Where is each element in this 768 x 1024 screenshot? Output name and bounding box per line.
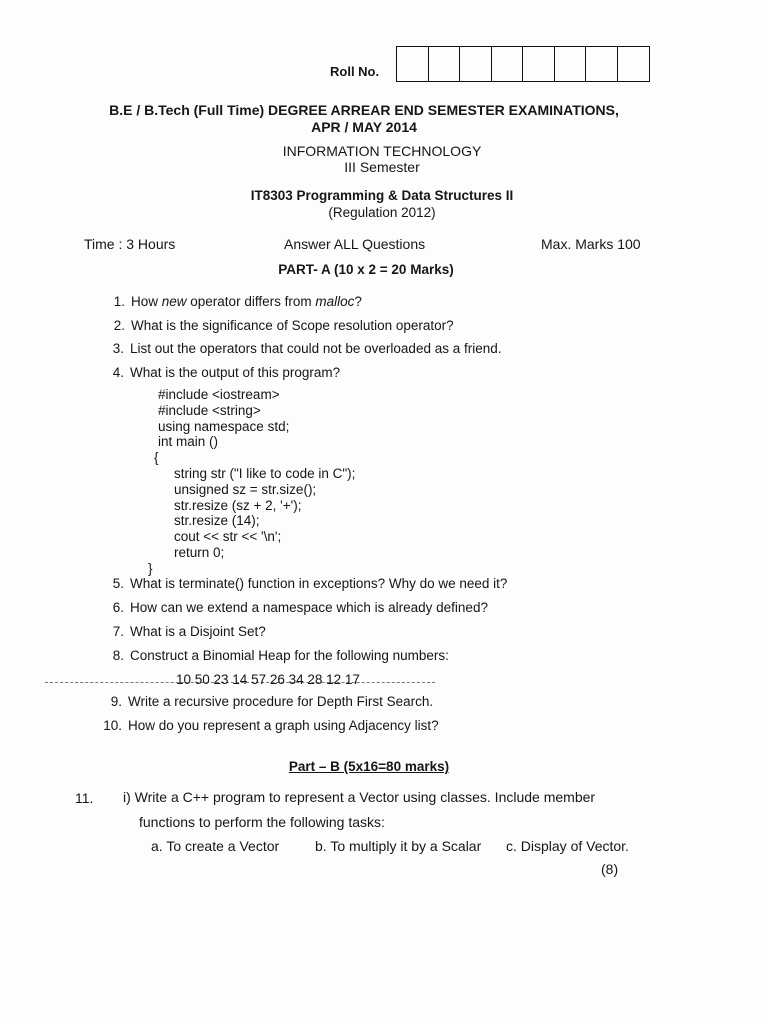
part-b-heading xyxy=(0,759,753,774)
code-line: { xyxy=(154,450,159,466)
code-line: str.resize (sz + 2, '+'); xyxy=(174,497,302,513)
question-text: What is the output of this program? xyxy=(130,365,341,380)
roll-digit-box[interactable] xyxy=(397,47,429,81)
exam-title-line1: B.E / B.Tech (Full Time) DEGREE ARREAR END SEMESTER EXAMINATIONS, xyxy=(109,102,619,118)
question-10 xyxy=(103,718,439,733)
semester-label: III Semester xyxy=(344,159,420,175)
question-text: How do you represent a graph using Adjacency list? xyxy=(128,718,439,733)
question-11-option-c: c. Display of Vector. xyxy=(506,838,629,854)
max-marks-label: Max. Marks 100 xyxy=(541,236,641,252)
question-text: operator differs from xyxy=(186,294,316,309)
question-number: 5. xyxy=(112,576,124,591)
question-4 xyxy=(112,365,341,380)
question-text: ? xyxy=(354,294,362,309)
question-text: How can we extend a namespace which is already defined? xyxy=(130,600,488,615)
heap-numbers: 10 50 23 14 57 26 34 28 12 17 xyxy=(176,672,360,687)
question-text: What is the significance of Scope resolution operator? xyxy=(131,318,454,333)
question-7 xyxy=(112,624,266,639)
question-8 xyxy=(112,648,449,663)
code-line: unsigned sz = str.size(); xyxy=(174,481,317,497)
question-number: 10. xyxy=(103,718,122,733)
roll-digit-box[interactable] xyxy=(429,47,461,81)
question-text: What is a Disjoint Set? xyxy=(130,624,266,639)
question-11-i-line1: i) Write a C++ program to represent a Vector using classes. Include member xyxy=(123,789,596,805)
question-number: 3. xyxy=(112,341,124,356)
question-number: 8. xyxy=(112,648,124,663)
part-b-heading-text: Part – B (5x16=80 marks) xyxy=(288,759,450,774)
time-label: Time : 3 Hours xyxy=(84,236,176,252)
question-number: 4. xyxy=(112,365,124,380)
question-11-i-line2: functions to perform the following tasks: xyxy=(139,814,385,830)
code-listing xyxy=(148,387,356,577)
question-number: 1. xyxy=(113,294,125,309)
department-block xyxy=(0,143,766,175)
question-11-option-b: b. To multiply it by a Scalar xyxy=(315,838,482,854)
question-6 xyxy=(112,600,488,615)
question-1 xyxy=(113,294,362,309)
question-5 xyxy=(112,576,508,591)
roll-no-boxes[interactable] xyxy=(396,46,650,82)
roll-no-label: Roll No. xyxy=(330,64,380,79)
roll-digit-box[interactable] xyxy=(618,47,650,81)
question-text: What is terminate() function in exceptions? Why do we need it? xyxy=(130,576,508,591)
roll-digit-box[interactable] xyxy=(555,47,587,81)
question-11-option-a: a. To create a Vector xyxy=(151,838,280,854)
part-a-heading: PART- A (10 x 2 = 20 Marks) xyxy=(278,262,454,277)
code-body xyxy=(158,466,355,561)
code-line: } xyxy=(148,560,153,576)
instruction-label: Answer ALL Questions xyxy=(284,236,426,252)
code-line: cout << str << '\n'; xyxy=(174,529,282,545)
code-line: string str ("I like to code in C"); xyxy=(174,465,356,481)
course-title: IT8303 Programming & Data Structures II xyxy=(250,188,514,203)
code-line: using namespace std; xyxy=(158,418,290,434)
question-11-number: 11. xyxy=(75,790,94,806)
question-text: List out the operators that could not be overloaded as a friend. xyxy=(130,341,502,356)
code-line: str.resize (14); xyxy=(174,513,260,529)
code-line: return 0; xyxy=(174,544,225,560)
question-text: Construct a Binomial Heap for the following numbers: xyxy=(130,648,449,663)
question-text: How xyxy=(131,294,162,309)
question-number: 6. xyxy=(112,600,124,615)
roll-digit-box[interactable] xyxy=(523,47,555,81)
question-3 xyxy=(112,341,502,356)
roll-digit-box[interactable] xyxy=(492,47,524,81)
question-11-i-marks: (8) xyxy=(601,861,619,877)
exam-title xyxy=(0,102,748,136)
roll-digit-box[interactable] xyxy=(460,47,492,81)
code-line: #include <string> xyxy=(158,402,261,418)
question-number: 7. xyxy=(112,624,124,639)
regulation-label: (Regulation 2012) xyxy=(328,205,436,220)
roll-digit-box[interactable] xyxy=(586,47,618,81)
question-text-em: malloc xyxy=(315,294,355,309)
code-line: #include <iostream> xyxy=(158,387,280,402)
exam-title-line2: APR / MAY 2014 xyxy=(311,119,417,135)
code-line: int main () xyxy=(158,434,219,450)
department-name: INFORMATION TECHNOLOGY xyxy=(282,143,482,159)
question-9 xyxy=(110,694,434,709)
question-text-em: new xyxy=(161,294,187,309)
question-2 xyxy=(113,318,454,333)
question-text: Write a recursive procedure for Depth First Search. xyxy=(128,694,434,709)
question-number: 9. xyxy=(110,694,122,709)
question-number: 2. xyxy=(113,318,125,333)
